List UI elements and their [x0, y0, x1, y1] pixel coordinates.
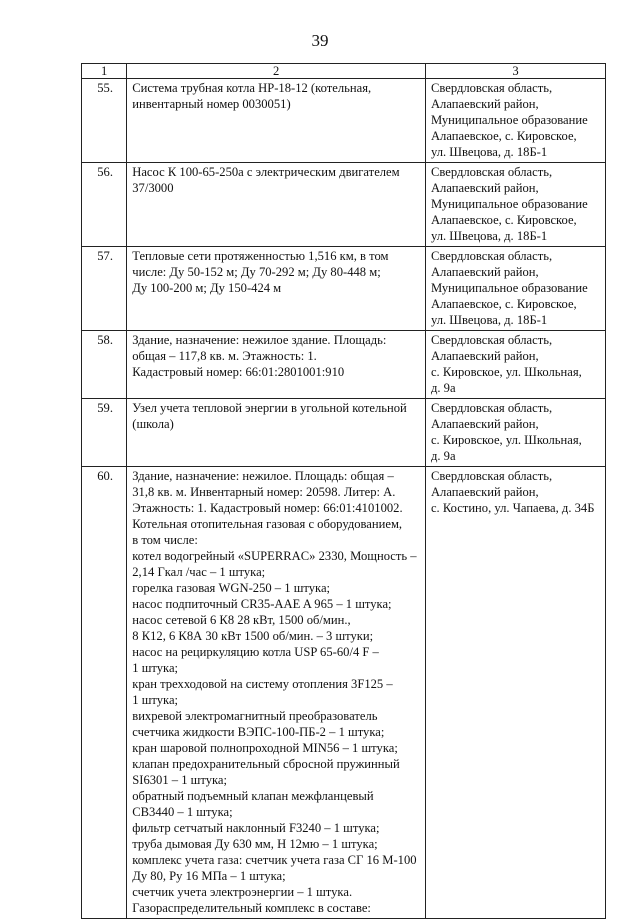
- description-line: комплекс учета газа: счетчик учета газа СГ 16 М-100: [132, 853, 417, 867]
- row-number: 58.: [82, 331, 127, 399]
- address-line: с. Кировское, ул. Школьная,: [430, 365, 582, 379]
- table-row: [82, 467, 606, 919]
- property-description: [127, 399, 426, 467]
- address-line: Алапаевское, с. Кировское,: [430, 297, 577, 311]
- address-line: Алапаевский район,: [430, 181, 539, 195]
- description-line: клапан предохранительный сбросной пружинный: [132, 757, 400, 771]
- address-line: Алапаевский район,: [430, 485, 539, 499]
- description-line: Узел учета тепловой энергии в угольной котельной: [132, 401, 407, 415]
- row-number: 55.: [82, 79, 127, 163]
- description-line: Кадастровый номер: 66:01:2801001:910: [132, 365, 345, 379]
- address-line: Свердловская область,: [430, 165, 553, 179]
- description-line: 2,14 Гкал /час – 1 штука;: [132, 565, 266, 579]
- description-line: котел водогрейный «SUPERRAC» 2330, Мощность –: [132, 549, 417, 563]
- address-line: Свердловская область,: [430, 333, 553, 347]
- property-description: [127, 163, 426, 247]
- address-line: Муниципальное образование: [430, 113, 588, 127]
- address-line: д. 9а: [430, 381, 456, 395]
- property-address: [425, 331, 605, 399]
- address-line: Свердловская область,: [430, 249, 553, 263]
- row-number: 60.: [82, 467, 127, 919]
- description-line: насос сетевой 6 К8 28 кВт, 1500 об/мин.,: [132, 613, 351, 627]
- description-line: кран шаровой полнопроходной MIN56 – 1 штука;: [132, 741, 398, 755]
- column-header-1: 1: [82, 64, 127, 79]
- description-line: 37/3000: [132, 181, 174, 195]
- row-number: 56.: [82, 163, 127, 247]
- description-line: Здание, назначение: нежилое. Площадь: общая –: [132, 469, 394, 483]
- property-description: [127, 79, 426, 163]
- address-line: Муниципальное образование: [430, 197, 588, 211]
- description-line: 1 штука;: [132, 661, 179, 675]
- address-line: Алапаевский район,: [430, 417, 539, 431]
- description-line: счетчик учета электроэнергии – 1 штука.: [132, 885, 353, 899]
- description-line: CB3440 – 1 штука;: [132, 805, 233, 819]
- property-address: [425, 467, 605, 919]
- property-address: [425, 247, 605, 331]
- address-line: Алапаевское, с. Кировское,: [430, 213, 577, 227]
- description-line: 31,8 кв. м. Инвентарный номер: 20598. Литер: А.: [132, 485, 396, 499]
- property-description: [127, 331, 426, 399]
- description-line: SI6301 – 1 штука;: [132, 773, 228, 787]
- address-line: Алапаевский район,: [430, 265, 539, 279]
- table-body: [82, 79, 606, 919]
- description-line: горелка газовая WGN-250 – 1 штука;: [132, 581, 331, 595]
- description-line: Газораспределительный комплекс в составе:: [132, 901, 371, 915]
- description-line: обратный подъемный клапан межфланцевый: [132, 789, 374, 803]
- address-line: Свердловская область,: [430, 81, 553, 95]
- property-registry-table: [81, 63, 606, 919]
- table-row: [82, 399, 606, 467]
- description-line: Система трубная котла НР-18-12 (котельная,: [132, 81, 372, 95]
- description-line: насос на рециркуляцию котла USP 65-60/4 F –: [132, 645, 379, 659]
- property-address: [425, 163, 605, 247]
- description-line: числе: Ду 50-152 м; Ду 70-292 м; Ду 80-448 м;: [132, 265, 381, 279]
- address-line: ул. Швецова, д. 18Б-1: [430, 229, 548, 243]
- row-number: 59.: [82, 399, 127, 467]
- description-line: труба дымовая Ду 630 мм, Н 12мю – 1 штука;: [132, 837, 378, 851]
- description-line: фильтр сетчатый наклонный F3240 – 1 штука;: [132, 821, 380, 835]
- description-line: Котельная отопительная газовая с оборудованием,: [132, 517, 403, 531]
- description-line: инвентарный номер 0030051): [132, 97, 291, 111]
- address-line: Алапаевский район,: [430, 349, 539, 363]
- address-line: ул. Швецова, д. 18Б-1: [430, 145, 548, 159]
- description-line: счетчика жидкости ВЭПС-100-ПБ-2 – 1 штука;: [132, 725, 385, 739]
- description-line: Ду 100-200 м; Ду 150-424 м: [132, 281, 282, 295]
- address-line: с. Костино, ул. Чапаева, д. 34Б: [430, 501, 595, 515]
- description-line: (школа): [132, 417, 174, 431]
- property-description: [127, 467, 426, 919]
- description-line: Насос К 100-65-250а с электрическим двигателем: [132, 165, 400, 179]
- column-header-2: 2: [127, 64, 426, 79]
- description-line: кран трехходовой на систему отопления 3F125 –: [132, 677, 393, 691]
- row-number: 57.: [82, 247, 127, 331]
- description-line: Этажность: 1. Кадастровый номер: 66:01:4101002.: [132, 501, 403, 515]
- table-row: [82, 163, 606, 247]
- column-header-3: 3: [425, 64, 605, 79]
- description-line: вихревой электромагнитный преобразователь: [132, 709, 378, 723]
- property-description: [127, 247, 426, 331]
- address-line: Муниципальное образование: [430, 281, 588, 295]
- page-number: 39: [311, 31, 329, 50]
- table-row: [82, 247, 606, 331]
- address-line: Свердловская область,: [430, 401, 553, 415]
- description-line: 8 К12, 6 К8А 30 кВт 1500 об/мин. – 3 штуки;: [132, 629, 374, 643]
- table-row: [82, 79, 606, 163]
- address-line: Свердловская область,: [430, 469, 553, 483]
- table-row: [82, 331, 606, 399]
- address-line: ул. Швецова, д. 18Б-1: [430, 313, 548, 327]
- property-address: [425, 399, 605, 467]
- description-line: Ду 80, Ру 16 МПа – 1 штука;: [132, 869, 286, 883]
- description-line: 1 штука;: [132, 693, 179, 707]
- description-line: насос подпиточный CR35-AAE A 965 – 1 штука;: [132, 597, 392, 611]
- address-line: д. 9а: [430, 449, 456, 463]
- property-address: [425, 79, 605, 163]
- description-line: Тепловые сети протяженностью 1,516 км, в том: [132, 249, 389, 263]
- description-line: Здание, назначение: нежилое здание. Площадь:: [132, 333, 387, 347]
- address-line: Алапаевский район,: [430, 97, 539, 111]
- address-line: с. Кировское, ул. Школьная,: [430, 433, 582, 447]
- description-line: в том числе:: [132, 533, 198, 547]
- description-line: общая – 117,8 кв. м. Этажность: 1.: [132, 349, 317, 363]
- table-header-row: [82, 64, 606, 79]
- address-line: Алапаевское, с. Кировское,: [430, 129, 577, 143]
